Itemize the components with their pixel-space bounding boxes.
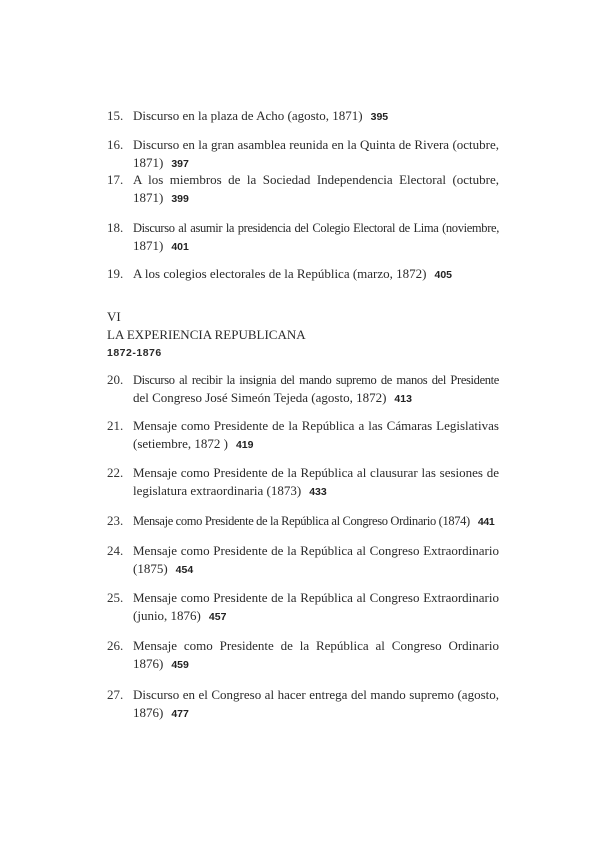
entry-number: 17. xyxy=(107,172,124,187)
entry-title-line1: Discurso al asumir la presidencia del Colegio Electoral de Lima (noviembre, xyxy=(133,221,499,235)
toc-entry-18[interactable] xyxy=(107,219,499,256)
page-number: 441 xyxy=(477,516,495,528)
page-number: 457 xyxy=(208,611,227,623)
entry-title-line2: 1871) xyxy=(133,155,164,170)
toc-entry-21[interactable] xyxy=(107,417,499,454)
page-number: 401 xyxy=(171,241,189,253)
entry-title-line2: (junio, 1876) xyxy=(133,608,201,623)
entry-number: 25. xyxy=(107,590,124,605)
entry-title-line2: 1876) xyxy=(133,656,164,671)
toc-entry-23[interactable] xyxy=(107,512,499,531)
entry-number: 21. xyxy=(107,418,124,433)
entry-title-line1: A los miembros de la Sociedad Independencia Electoral (octubre, xyxy=(133,172,499,187)
toc-entry-19[interactable] xyxy=(107,265,499,284)
entry-title-line2: (1875) xyxy=(133,561,168,576)
entry-number: 26. xyxy=(107,638,124,653)
entry-title-line2: 1871) xyxy=(133,190,164,205)
toc-entry-24[interactable] xyxy=(107,542,499,579)
entry-number: 24. xyxy=(107,543,124,558)
page-number: 454 xyxy=(175,564,194,576)
entry-title-line1: Mensaje como Presidente de la República al Congreso Extraordinario xyxy=(133,543,499,558)
entry-title-line1: Mensaje como Presidente de la República al Congreso Extraordinario xyxy=(133,590,499,605)
page-number: 433 xyxy=(309,486,327,498)
page-number: 413 xyxy=(394,393,412,405)
toc-entry-25[interactable] xyxy=(107,589,499,626)
toc-entry-20[interactable] xyxy=(107,371,499,408)
entry-title: A los colegios electorales de la República (marzo, 1872) xyxy=(133,266,427,281)
entry-title: Discurso en la plaza de Acho (agosto, 1871) xyxy=(133,108,363,123)
entry-number: 19. xyxy=(107,266,124,281)
entry-number: 20. xyxy=(107,372,124,387)
entry-title-line1: Mensaje como Presidente de la República al clausurar las sesiones de xyxy=(133,465,499,480)
entry-title-line2: (setiembre, 1872 ) xyxy=(133,436,228,451)
page-number: 399 xyxy=(171,193,189,205)
entry-title: Mensaje como Presidente de la República al Congreso Ordinario (1874) xyxy=(133,514,470,528)
toc-entry-16[interactable] xyxy=(107,136,499,173)
toc-entry-17[interactable] xyxy=(107,171,499,208)
entry-title-line2: del Congreso José Simeón Tejeda (agosto, 1872) xyxy=(133,390,387,405)
entry-number: 15. xyxy=(107,108,124,123)
toc-entry-27[interactable] xyxy=(107,686,499,723)
entry-title-line1: Mensaje como Presidente de la República a las Cámaras Legislativas xyxy=(133,418,499,433)
entry-title-line2: 1876) xyxy=(133,705,164,720)
page-number: 395 xyxy=(370,111,389,123)
toc-entry-26[interactable] xyxy=(107,637,499,674)
entry-number: 27. xyxy=(107,687,124,702)
page-number: 459 xyxy=(171,659,189,671)
entry-number: 16. xyxy=(107,137,124,152)
page-number: 405 xyxy=(434,269,453,281)
toc-entry-22[interactable] xyxy=(107,464,499,501)
entry-number: 22. xyxy=(107,465,124,480)
entry-title-line1: Discurso en la gran asamblea reunida en la Quinta de Rivera (octubre, xyxy=(133,137,499,152)
section-number: VI xyxy=(107,309,121,324)
entry-title-line1: Discurso al recibir la insignia del mando supremo de manos del Presidente xyxy=(133,373,499,387)
entry-number: 18. xyxy=(107,220,124,235)
entry-title-line2: legislatura extraordinaria (1873) xyxy=(133,483,302,498)
page-number: 477 xyxy=(171,708,189,720)
entry-title-line1: Discurso en el Congreso al hacer entrega del mando supremo (agosto, xyxy=(133,687,499,702)
entry-title-line2: 1871) xyxy=(133,238,164,253)
entry-number: 23. xyxy=(107,513,124,528)
entry-title-line1: Mensaje como Presidente de la República al Congreso Ordinario xyxy=(133,638,499,653)
page-number: 419 xyxy=(235,439,254,451)
toc-entry-15[interactable] xyxy=(107,107,499,126)
section-title: LA EXPERIENCIA REPUBLICANA xyxy=(107,327,306,342)
page-number: 397 xyxy=(171,158,189,170)
section-years: 1872-1876 xyxy=(107,347,162,359)
